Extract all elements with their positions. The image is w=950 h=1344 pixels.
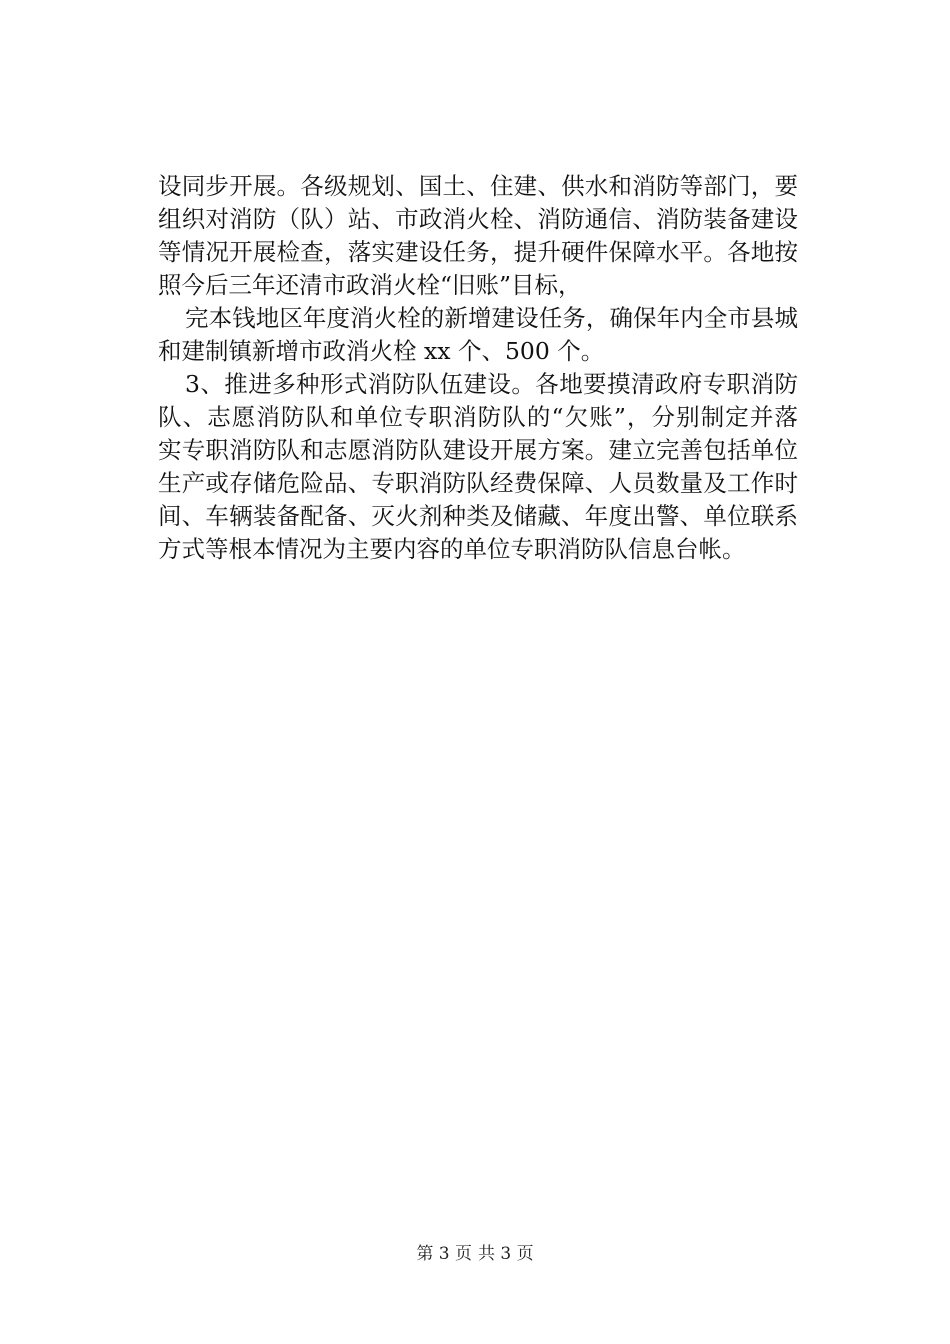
text-line: 生产或存储危险品、专职消防队经费保障、人员数量及工作时 bbox=[158, 469, 798, 497]
document-body bbox=[158, 170, 798, 566]
page-number-current: 第 3 页 bbox=[416, 1244, 472, 1264]
text-line: 队、志愿消防队和单位专职消防队的“欠账”，分别制定并落 bbox=[158, 403, 798, 431]
text-line: 和建制镇新增市政消火栓 xx 个、500 个。 bbox=[158, 337, 605, 365]
text-line: 等情况开展检查，落实建设任务，提升硬件保障水平。各地按 bbox=[158, 238, 798, 266]
text-line: 照今后三年还清市政消火栓“旧账”目标， bbox=[158, 271, 582, 299]
text-line: 实专职消防队和志愿消防队建设开展方案。建立完善包括单位 bbox=[158, 436, 798, 464]
page-number-total: 共 3 页 bbox=[478, 1244, 534, 1264]
text-line: 3、推进多种形式消防队伍建设。各地要摸清政府专职消防 bbox=[185, 370, 798, 398]
text-line: 方式等根本情况为主要内容的单位专职消防队信息台帐。 bbox=[158, 535, 746, 563]
text-line: 间、车辆装备配备、灭火剂种类及储藏、年度出警、单位联系 bbox=[158, 502, 798, 530]
page-footer bbox=[0, 1244, 950, 1264]
text-line: 组织对消防（队）站、市政消火栓、消防通信、消防装备建设 bbox=[158, 205, 798, 233]
text-line: 完本钱地区年度消火栓的新增建设任务，确保年内全市县城 bbox=[185, 304, 798, 332]
text-line: 设同步开展。各级规划、国土、住建、供水和消防等部门，要 bbox=[158, 172, 798, 200]
